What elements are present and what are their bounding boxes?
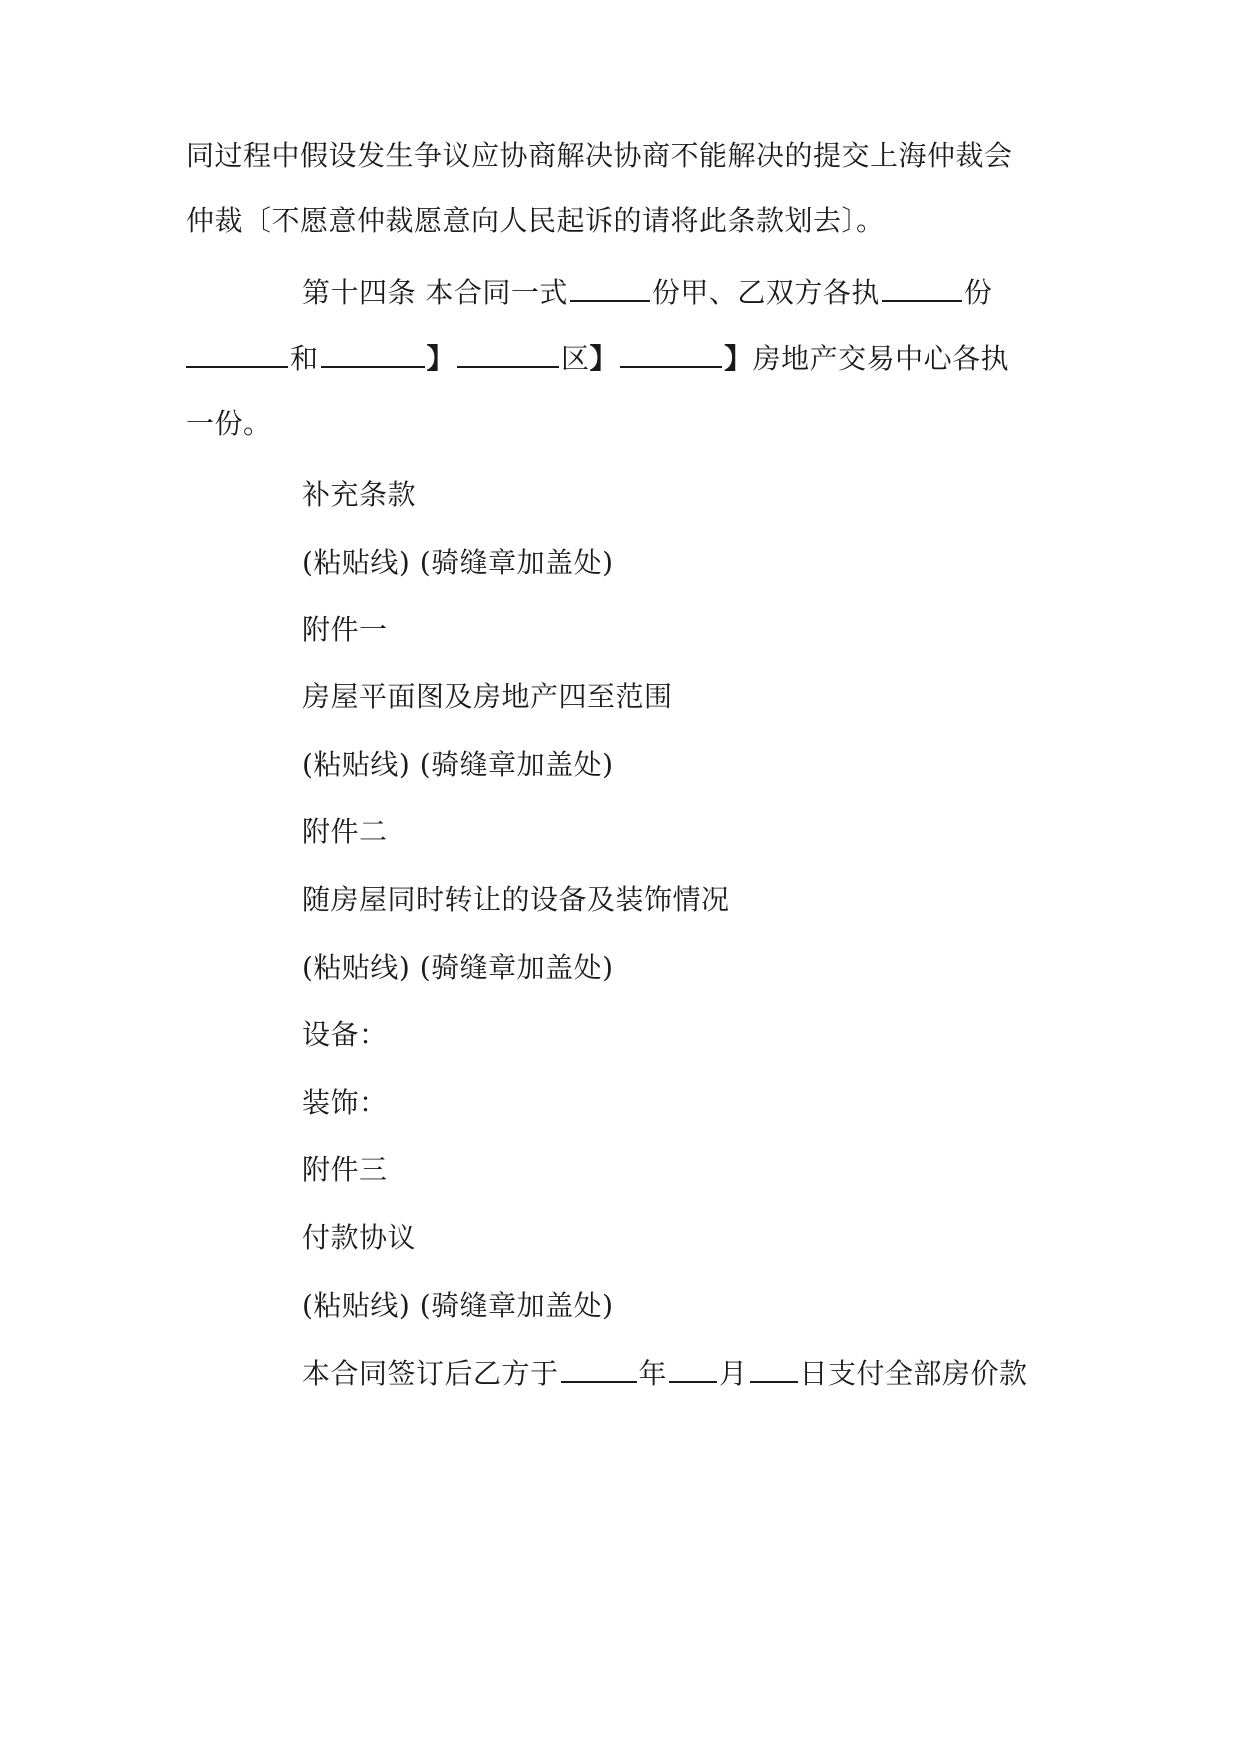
party-blank-1 <box>186 338 288 368</box>
year-blank <box>561 1353 637 1383</box>
paragraph-line: 同过程中假设发生争议应协商解决协商不能解决的提交上海仲裁会 <box>186 139 1013 172</box>
paragraph-line: 仲裁〔不愿意仲裁愿意向人民起诉的请将此条款划去〕。 <box>186 204 885 237</box>
annex-3-title: 附件三 <box>302 1153 388 1186</box>
paste-line: (粘贴线) (骑缝章加盖处) <box>302 951 614 984</box>
article-14-line-2 <box>186 338 1056 379</box>
month-label: 月 <box>719 1357 748 1390</box>
article-14-text: 房地产交易中心各执 <box>752 342 1010 375</box>
district-blank <box>457 338 559 368</box>
party-blank-2 <box>321 338 425 368</box>
copies-each-blank <box>882 272 962 302</box>
paste-line: (粘贴线) (骑缝章加盖处) <box>302 1289 614 1322</box>
copies-total-blank <box>570 272 650 302</box>
paste-line: (粘贴线) (骑缝章加盖处) <box>302 546 614 579</box>
annex-2-subtitle: 随房屋同时转让的设备及装饰情况 <box>302 883 730 916</box>
article-14-text: 份 <box>963 276 993 309</box>
annex-2-title: 附件二 <box>302 815 388 848</box>
payment-line <box>302 1353 1056 1394</box>
annex-1-title: 附件一 <box>302 613 388 646</box>
year-label: 年 <box>638 1357 668 1390</box>
month-blank <box>669 1353 717 1383</box>
article-14-text: 区 <box>561 342 590 375</box>
payment-text: 日支付全部房价款 <box>799 1357 1028 1390</box>
bracket-mark: 】 <box>426 342 456 375</box>
article-14-line-3: 一份。 <box>186 407 272 440</box>
bracket-mark: 】 <box>724 342 753 375</box>
equipment-label: 设备： <box>302 1018 388 1051</box>
article-14-text: 和 <box>290 342 319 375</box>
annex-3-subtitle: 付款协议 <box>302 1221 417 1254</box>
payment-text: 本合同签订后乙方于 <box>302 1357 559 1390</box>
article-14-line-1 <box>302 272 1056 313</box>
article-14-text: 份甲、乙双方各执 <box>651 276 880 309</box>
office-blank <box>620 338 722 368</box>
decoration-label: 装饰： <box>302 1086 388 1119</box>
article-14-text: 第十四条 本合同一式 <box>302 276 568 309</box>
annex-1-subtitle: 房屋平面图及房地产四至范围 <box>302 680 673 713</box>
paste-line: (粘贴线) (骑缝章加盖处) <box>302 748 614 781</box>
supplementary-title: 补充条款 <box>302 478 417 511</box>
day-blank <box>750 1353 798 1383</box>
bracket-mark: 】 <box>589 342 619 375</box>
